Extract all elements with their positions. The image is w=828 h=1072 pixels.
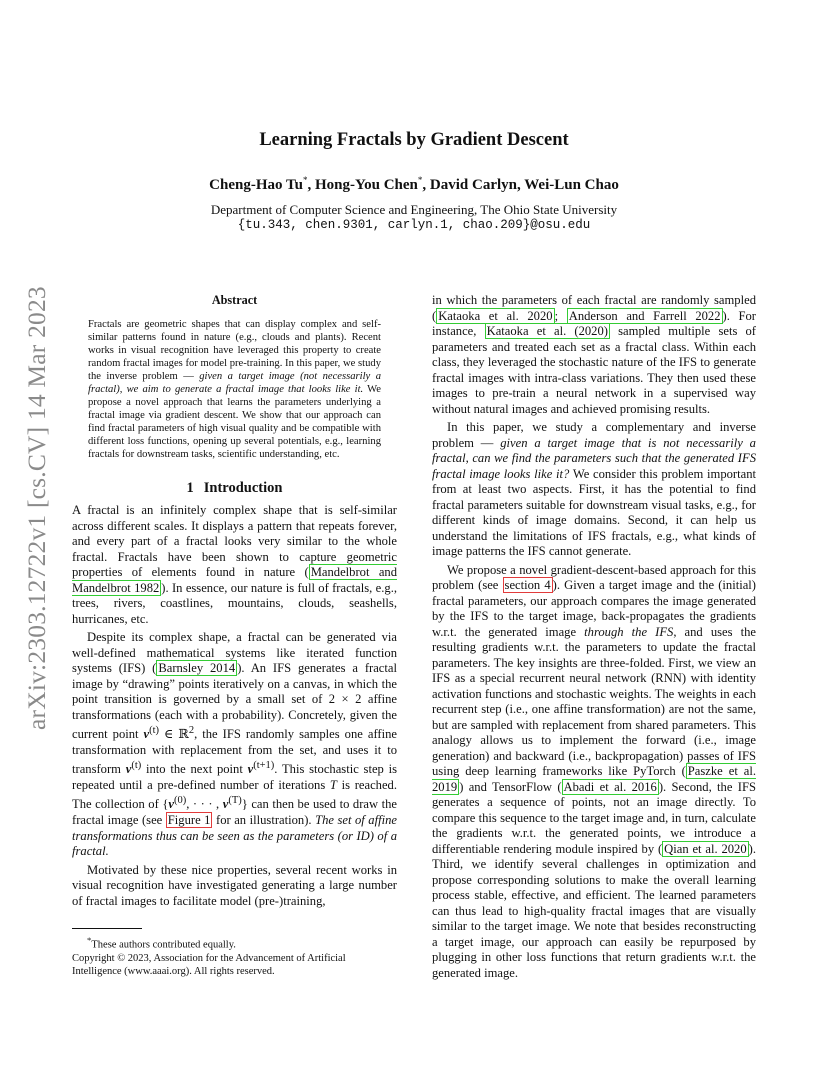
- citation-link[interactable]: Anderson and Farrell 2022: [568, 308, 721, 323]
- author-name: Wei-Lun Chao: [524, 177, 619, 193]
- math-sup: (0): [173, 795, 187, 807]
- italic-text: through the IFS: [584, 624, 674, 639]
- citation-link[interactable]: Kataoka et al. 2020: [438, 308, 553, 323]
- left-column: [72, 293, 397, 978]
- text: ). An IFS generates a fractal image by “drawing” points iteratively on a canvas, in which the point transition is governed by a small set of 2 × 2 affine transformations (each with a probability). Concretely, given the current point: [72, 661, 397, 742]
- figure-link[interactable]: Figure 1: [167, 813, 211, 828]
- text: into the next point: [141, 762, 248, 777]
- abstract-heading: Abstract: [211, 293, 258, 307]
- copyright-notice: Copyright © 2023, Association for the Advancement of Artificial Intelligence (www.aaai.org). All rights reserved.: [72, 952, 346, 977]
- footnotes: [72, 934, 397, 978]
- section-heading: [72, 480, 397, 497]
- text: ). Given a target image and the (initial) fractal parameters, our approach compares the image generated by the IFS to the target image, back-propagates the gradients w.r.t. the generated image: [432, 578, 756, 639]
- right-column: [432, 293, 756, 981]
- citation-link[interactable]: Paszke et al. 2019: [432, 764, 757, 794]
- intro-paragraph-1: [72, 503, 397, 627]
- right-paragraph-2: [432, 420, 756, 560]
- paper-title: Learning Fractals by Gradient Descent: [259, 130, 569, 150]
- math-sup: (t+1): [253, 760, 275, 772]
- citation-link[interactable]: Kataoka et al. (2020): [486, 324, 608, 338]
- text: ) and TensorFlow (: [459, 779, 562, 794]
- text: , the IFS randomly samples one affine transformation with replacement from the set, and uses it to transform: [72, 727, 397, 777]
- math-var: v: [247, 762, 254, 777]
- footnote-text: These authors contributed equally.: [91, 939, 236, 951]
- author-name: Hong-You Chen: [314, 177, 418, 193]
- author-name: David Carlyn: [429, 177, 517, 193]
- text: } can then be used to draw the fractal image (see: [72, 797, 397, 828]
- right-paragraph-1: [432, 293, 756, 417]
- text: A fractal is an infinitely complex shape that is self-similar across different scales. It displays a pattern that repeats forever, and every part of a fractal looks very similar to the whole fractal. Fractals have been shown to capture geometric properties of elements found in nature (: [72, 503, 397, 579]
- citation-link[interactable]: Abadi et al. 2016: [563, 779, 657, 794]
- intro-paragraph-2: [72, 630, 397, 860]
- affiliation: [0, 202, 828, 233]
- text: In this paper, we study a complementary and inverse problem —: [432, 420, 756, 450]
- text: Despite its complex shape, a fractal can be generated via well-defined mathematical systems like iterated function systems (IFS) (: [72, 630, 397, 675]
- footnote-mark: *: [87, 935, 92, 946]
- footnote-rule: [72, 928, 142, 929]
- right-paragraph-3: [432, 563, 756, 982]
- intro-paragraph-3: Motivated by these nice properties, several recent works in visual recognition have investigated generating a large number of fractal images to facilitate model (pre-)training,: [72, 862, 397, 908]
- equal-contrib-mark: *: [417, 175, 423, 185]
- math-var: v: [168, 797, 174, 812]
- text: ∈ ℝ: [159, 727, 189, 742]
- section-title: Introduction: [203, 480, 283, 496]
- math-var: v: [143, 727, 150, 742]
- citation-link[interactable]: Mandelbrot and Mandelbrot 1982: [72, 565, 397, 595]
- text: We consider this problem important from at least two aspects. First, it has the potential to find fractal parameters suitable for downstream visual tasks, e.g., for different kinds of image domains. Second, it can help us understand the limitations of IFS fractals, e.g., what kinds of image patterns the IFS cannot generate.: [432, 466, 756, 558]
- text: We propose a novel gradient-descent-based approach for this problem (see: [432, 562, 756, 592]
- text: in which the parameters of each fractal are randomly sampled (: [432, 293, 756, 323]
- abstract-text-end: We propose a novel approach that learns the parameters underlying a fractal image via gradient descent. We show that our approach can find fractal parameters of high visual quality and be compatible with different loss functions, opening up several potentials, e.g., learning fractals for downstream tasks, scientific understanding, etc.: [88, 384, 382, 460]
- text: . This stochastic step is repeated until a pre-defined number of iterations: [72, 762, 397, 792]
- author-name: Cheng-Hao Tu: [209, 177, 303, 193]
- author-list: Cheng-Hao Tu*, Hong-You Chen*, David Carlyn, Wei-Lun Chao: [209, 175, 619, 193]
- equal-contrib-mark: *: [302, 175, 308, 185]
- text: ). Third, we identify several challenges in optimization and propose corresponding solutions to make the overall learning process stable, effective, and efficient. The learned parameters can thus lead to high-quality fractal images that are visually similar to the target image. We note that besides reconstructing a target image, our approach can easily be repurposed by plugging in other loss functions that return gradients w.r.t. the generated image.: [432, 841, 756, 980]
- citation-link[interactable]: Barnsley 2014: [158, 661, 236, 675]
- math-sup: 2: [188, 725, 195, 736]
- text: ;: [554, 308, 567, 323]
- math-sup: (t): [149, 725, 160, 736]
- abstract-text: Fractals are geometric shapes that can display complex and self-similar patterns found in nature (e.g., clouds and plants). Recent works in visual recognition have leveraged this property to create random fractal images for model pre-training. In this paper, we study the inverse problem —: [88, 319, 381, 382]
- math-var: T: [329, 777, 337, 792]
- footnote: [72, 934, 397, 952]
- text: ). For instance,: [432, 308, 756, 338]
- section-link[interactable]: section 4: [504, 578, 551, 592]
- text: is reached. The collection of {: [72, 777, 397, 812]
- text: ). Second, the IFS generates a sequence of points, not an image directly. To compare this sequence to the target image and, in turn, calculate the gradients w.r.t. the generated points, we introduce a differentiable rendering module inspired by (: [432, 779, 756, 856]
- abstract-body: [72, 318, 397, 461]
- math-var: v: [125, 762, 132, 777]
- abstract-italic: given a target image (not necessarily a fractal), we aim to generate a fractal image that looks like it.: [88, 371, 381, 395]
- italic-text: The set of affine transformations thus can be seen as the parameters (or ID) of a fractal.: [72, 813, 397, 859]
- math-sup: (t): [131, 760, 142, 772]
- affiliation-emails: {tu.343, chen.9301, carlyn.1, chao.209}@osu.edu: [237, 217, 591, 232]
- italic-text: given a target image that is not necessarily a fractal, can we find the parameters such that the generated IFS fractal image looks like it?: [432, 435, 756, 481]
- citation-link[interactable]: Qian et al. 2020: [664, 841, 747, 856]
- section-number: 1: [186, 480, 194, 496]
- text: , · · · ,: [186, 797, 223, 812]
- text: ). In essence, our nature is full of fractals, e.g., trees, rivers, coastlines, mountains, clouds, seashells, hurricanes, etc.: [72, 580, 397, 626]
- math-var: v: [222, 797, 229, 812]
- text: for an illustration).: [212, 813, 316, 828]
- text: sampled multiple sets of parameters and treated each set as a fractal class. Within each class, they leveraged the stochastic nature of the IFS to generate fractal images with intra-class variations. They then used these images to pre-train a neural network in a supervised way without natural images and achieved promising results.: [432, 324, 757, 416]
- text: , and uses the resulting gradients w.r.t. the parameters to update the fractal parameters. The key insights are three-folded. First, we view an IFS as a special recurrent neural network (RNN) with identity activation functions and stochastic weights. The weights in each recurrent step (i.e., one affine transformation) are not the same, but are sampled with replacement from shared parameters. This analogy allows us to implement the forward (i.e., image generation) and backward (i.e., backpropagation) passes of IFS using deep learning frameworks like PyTorch (: [432, 624, 756, 778]
- affiliation-dept: Department of Computer Science and Engineering, The Ohio State University: [210, 202, 618, 217]
- math-sup: (T): [228, 795, 242, 807]
- arxiv-stamp: arXiv:2303.12722v1 [cs.CV] 14 Mar 2023: [22, 286, 51, 730]
